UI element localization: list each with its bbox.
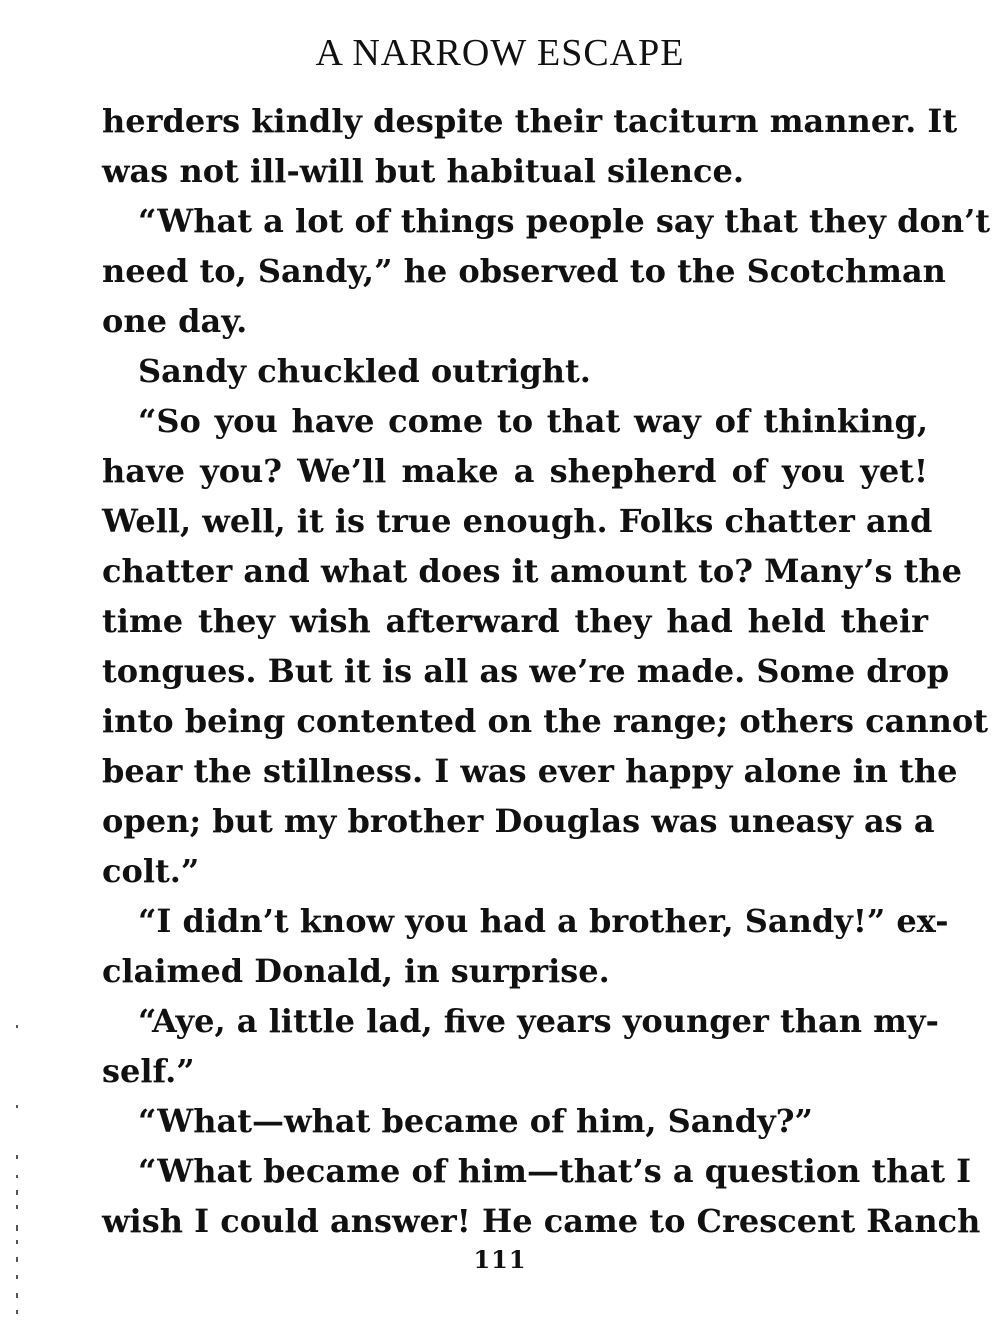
running-head: A NARROW ESCAPE bbox=[315, 32, 685, 74]
scan-margin-artifact bbox=[12, 1025, 22, 1325]
text-line: time they wish afterward they had held their bbox=[102, 602, 928, 640]
text-line: colt.” bbox=[102, 852, 200, 890]
text-line: “So you have come to that way of thinking, bbox=[138, 402, 928, 440]
text-line: one day. bbox=[102, 302, 248, 340]
text-line: into being contented on the range; others cannot bbox=[102, 702, 988, 740]
text-line: herders kindly despite their taciturn manner. It bbox=[102, 102, 958, 140]
text-line: need to, Sandy,” he observed to the Scotchman bbox=[102, 252, 946, 290]
text-line: tongues. But it is all as we’re made. Some drop bbox=[102, 652, 950, 690]
text-line: bear the stillness. I was ever happy alone in the bbox=[102, 752, 958, 790]
page-number: 111 bbox=[473, 1245, 527, 1274]
text-line: self.” bbox=[102, 1052, 195, 1090]
text-line: “I didn’t know you had a brother, Sandy!” ex- bbox=[138, 902, 949, 940]
text-line: was not ill-will but habitual silence. bbox=[102, 152, 744, 190]
text-line: chatter and what does it amount to? Many’s the bbox=[102, 552, 962, 590]
text-line: “What—what became of him, Sandy?” bbox=[138, 1102, 813, 1140]
text-line: open; but my brother Douglas was uneasy as a bbox=[102, 802, 935, 840]
text-line: Well, well, it is true enough. Folks chatter and bbox=[102, 502, 933, 540]
text-line: “What became of him—that’s a question that I bbox=[138, 1152, 972, 1190]
text-line: wish I could answer! He came to Crescent Ranch bbox=[102, 1202, 981, 1240]
text-line: have you? We’ll make a shepherd of you yet! bbox=[102, 452, 928, 490]
text-line: Sandy chuckled outright. bbox=[138, 352, 591, 390]
text-line: “Aye, a little lad, five years younger than my- bbox=[138, 1002, 939, 1040]
text-line: “What a lot of things people say that they don’t bbox=[138, 202, 991, 240]
text-line: claimed Donald, in surprise. bbox=[102, 952, 610, 990]
